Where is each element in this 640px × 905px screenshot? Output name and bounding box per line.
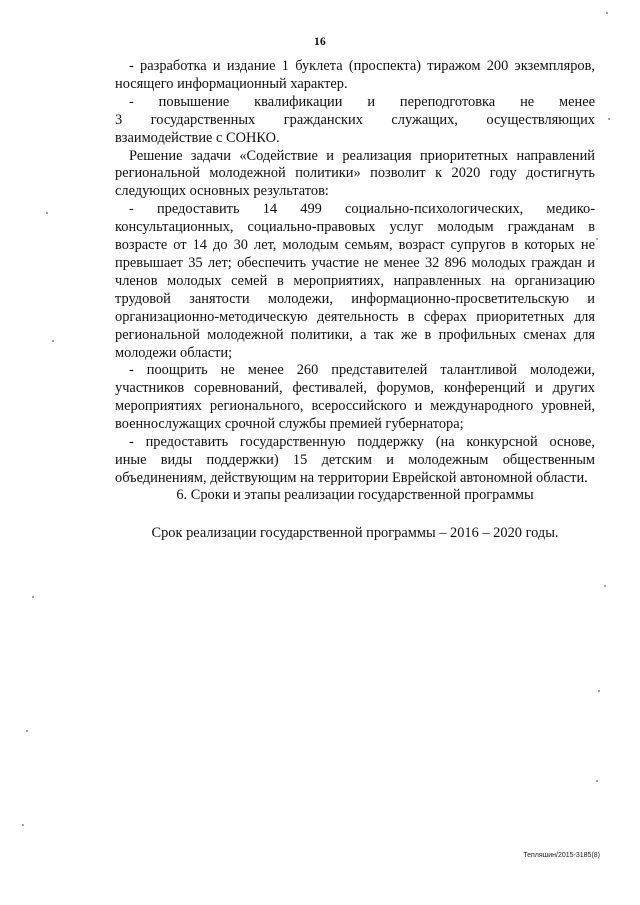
scan-speck <box>32 596 34 598</box>
text-line: взаимодействие с СОНКО. <box>115 129 280 146</box>
text-line: - предоставить 14 499 социально-психологических, медико- <box>129 201 595 218</box>
text-line: Решение задачи «Содействие и реализация приоритетных направлений <box>129 147 595 164</box>
scan-speck <box>52 340 54 342</box>
text-line: организационно-методическую деятельность в сферах приоритетных для <box>115 308 595 325</box>
scan-speck <box>46 212 48 214</box>
text-line: иные виды поддержки) 15 детским и молодежным общественным <box>115 451 595 468</box>
page-number: 16 <box>313 36 327 48</box>
text-line: превышает 35 лет; обеспечить участие не менее 32 896 молодых граждан и <box>115 254 595 271</box>
text-line: мероприятиях регионального, всероссийского и международного уровней, <box>115 398 595 415</box>
text-line: - поощрить не менее 260 представителей талантливой молодежи, <box>129 362 595 379</box>
scan-speck <box>606 12 608 14</box>
text-line: региональной молодежной политики, а так же в профильных сменах для <box>115 326 595 343</box>
text-line: носящего информационный характер. <box>115 75 348 92</box>
text-line: участников соревнований, фестивалей, форумов, конференций и других <box>115 380 595 397</box>
text-line: объединениям, действующим на территории Еврейской автономной области. <box>115 469 588 486</box>
text-line: - разработка и издание 1 буклета (проспекта) тиражом 200 экземпляров, <box>129 58 595 74</box>
scan-speck <box>26 730 28 732</box>
text-line: - повышение квалификации и переподготовка не менее <box>129 93 595 110</box>
text-line: молодежи области; <box>115 344 233 361</box>
scan-speck <box>22 824 24 826</box>
text-line: трудовой занятости молодежи, информационно-просветительскую и <box>115 290 595 307</box>
document-body <box>115 58 595 488</box>
paragraph-services <box>115 201 595 362</box>
text-line: военнослужащих срочной службы премией губернатора; <box>115 416 464 433</box>
paragraph-qualification <box>115 94 595 148</box>
scan-speck <box>598 690 600 692</box>
text-line: членов молодых семей в мероприятиях, направленных на организацию <box>115 272 595 289</box>
text-line: следующих основных результатов: <box>115 183 329 200</box>
scan-speck <box>596 780 598 782</box>
text-line: - предоставить государственную поддержку (на конкурсной основе, <box>129 434 595 451</box>
paragraph-state-support <box>115 434 595 488</box>
paragraph-task-results <box>115 148 595 202</box>
program-term: Срок реализации государственной программы – 2016 – 2020 годы. <box>151 525 559 541</box>
paragraph-award <box>115 362 595 434</box>
scan-speck <box>596 238 598 240</box>
text-line: 3 государственных гражданских служащих, осуществляющих <box>115 111 595 128</box>
scan-speck <box>608 118 610 120</box>
paragraph-booklet <box>115 58 595 94</box>
section-heading: 6. Сроки и этапы реализации государственной программы <box>176 487 534 503</box>
document-code: Тепляшин/2015-3185(8) <box>523 852 600 859</box>
text-line: консультационных, социально-правовых услуг молодым гражданам в <box>115 219 595 236</box>
text-line: возрасте от 14 до 30 лет, молодым семьям, возраст супругов в которых не <box>115 237 595 254</box>
text-line: региональной молодежной политики» позволит к 2020 году достигнуть <box>115 165 595 182</box>
scan-speck <box>604 585 606 587</box>
